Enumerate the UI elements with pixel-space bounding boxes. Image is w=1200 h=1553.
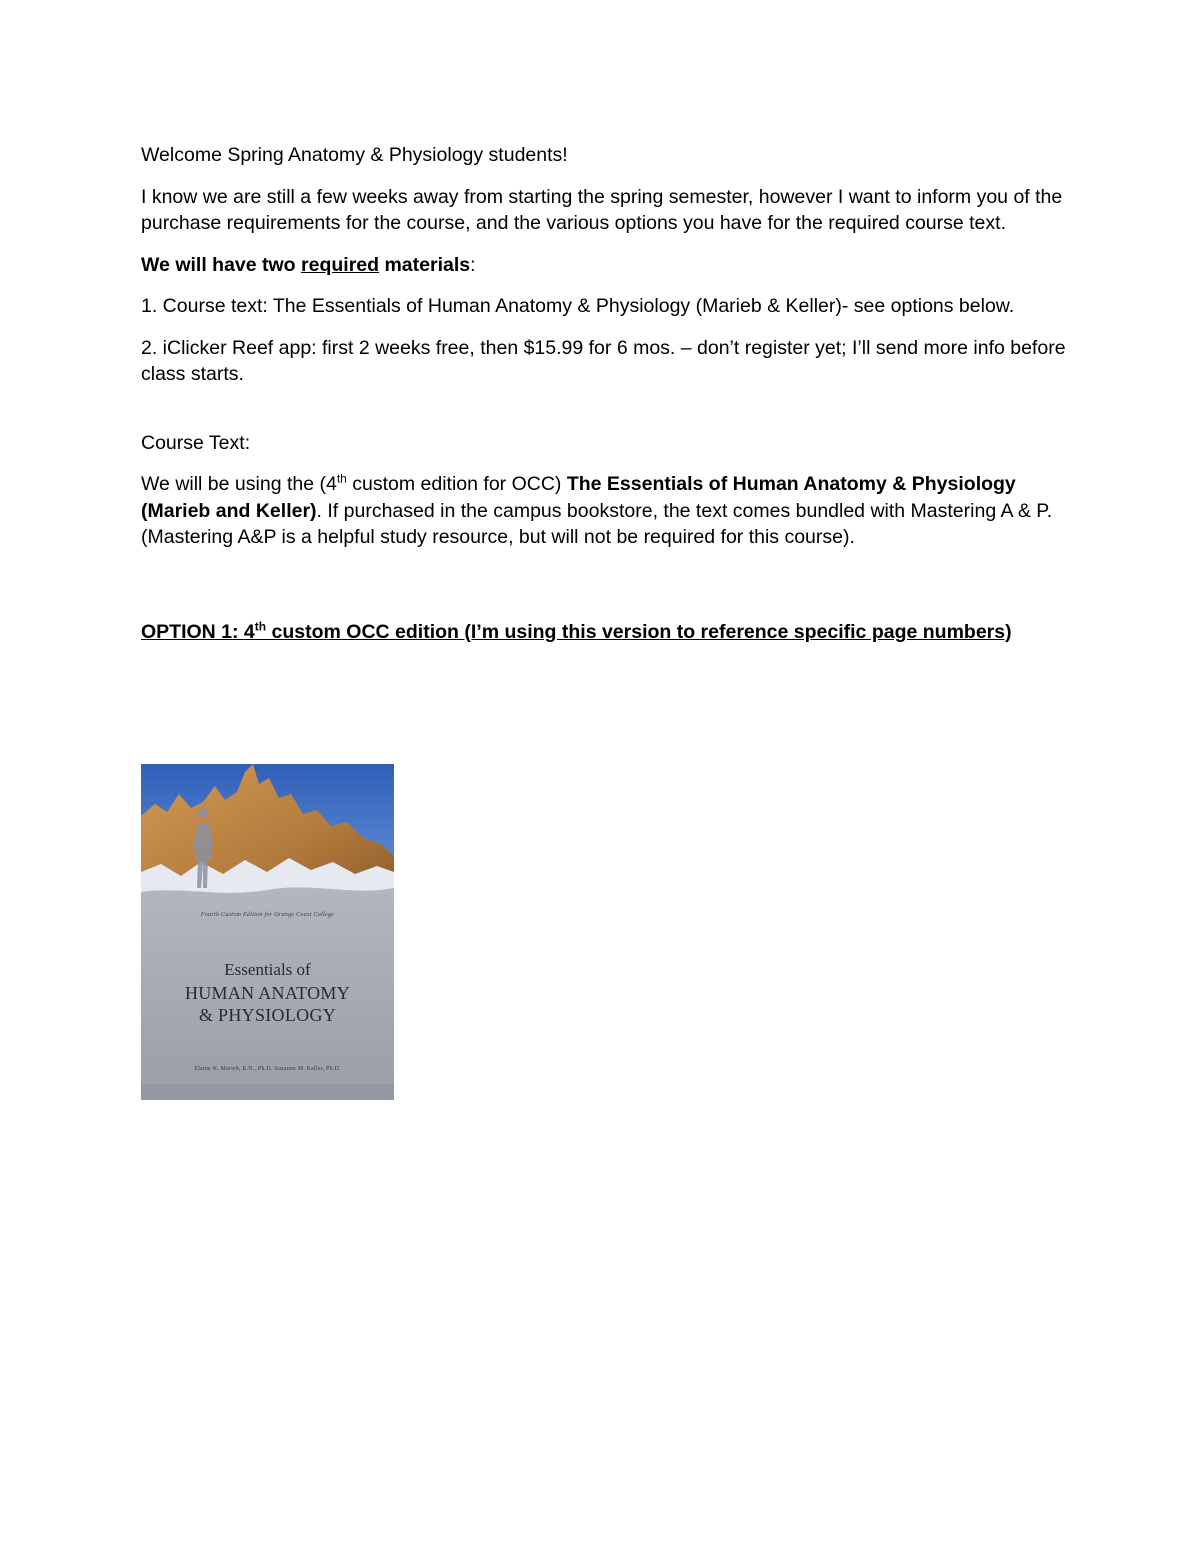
cover-title-line-2: HUMAN ANATOMY	[184, 983, 351, 1003]
course-text-sup: th	[336, 471, 347, 486]
cover-bottom-shade	[141, 1084, 394, 1100]
book-cover-image	[141, 764, 394, 1100]
greeting: Welcome Spring Anatomy & Physiology students!	[141, 144, 568, 166]
cover-authors: Elaine N. Marieb, R.N., Ph.D. Suzanne M. Keller, Ph.D.	[194, 1066, 341, 1072]
materials-heading-post: materials	[379, 253, 471, 276]
book-cover-art	[141, 764, 394, 1100]
materials-heading-required: required	[301, 253, 380, 276]
option-1-sup: th	[254, 619, 267, 633]
course-text-pre: We will be using the (4	[141, 473, 337, 495]
option-1-heading	[141, 619, 1071, 646]
option-1-post: custom OCC edition (I’m using this version to reference specific page numbers)	[266, 620, 1012, 643]
materials-heading	[141, 252, 1071, 279]
materials-heading-pre: We will have two	[141, 253, 302, 276]
option-1-pre: OPTION 1: 4	[141, 620, 255, 643]
course-text-title: The Essentials of Human Anatomy & Physiology (Marieb and Keller)	[141, 473, 1016, 522]
course-text-heading: Course Text:	[141, 431, 251, 454]
cover-top-line: Fourth Custom Edition for Orange Coast College	[200, 912, 335, 918]
intro-paragraph: I know we are still a few weeks away from starting the spring semester, however I want to inform you of the purchase requirements for the course, and the various options you have for the required course text.	[141, 185, 1063, 234]
materials-item-1: 1. Course text: The Essentials of Human Anatomy & Physiology (Marieb & Keller)- see options below.	[141, 295, 1015, 317]
document-body	[141, 142, 1071, 645]
materials-heading-colon: :	[470, 253, 476, 276]
cover-title-line-3: & PHYSIOLOGY	[198, 1005, 337, 1025]
course-text-paragraph	[141, 471, 1071, 551]
cover-title-line-1: Essentials of	[224, 960, 311, 979]
materials-item-2: 2. iClicker Reef app: first 2 weeks free, then $15.99 for 6 mos. – don’t register yet; I’ll send more info before class starts.	[141, 336, 1066, 385]
course-text-post: . If purchased in the campus bookstore, the text comes bundled with Mastering A & P. (Mastering A&P is a helpful study resource, but will not be required for this course).	[141, 499, 1053, 548]
course-text-mid: custom edition for OCC)	[346, 473, 567, 495]
